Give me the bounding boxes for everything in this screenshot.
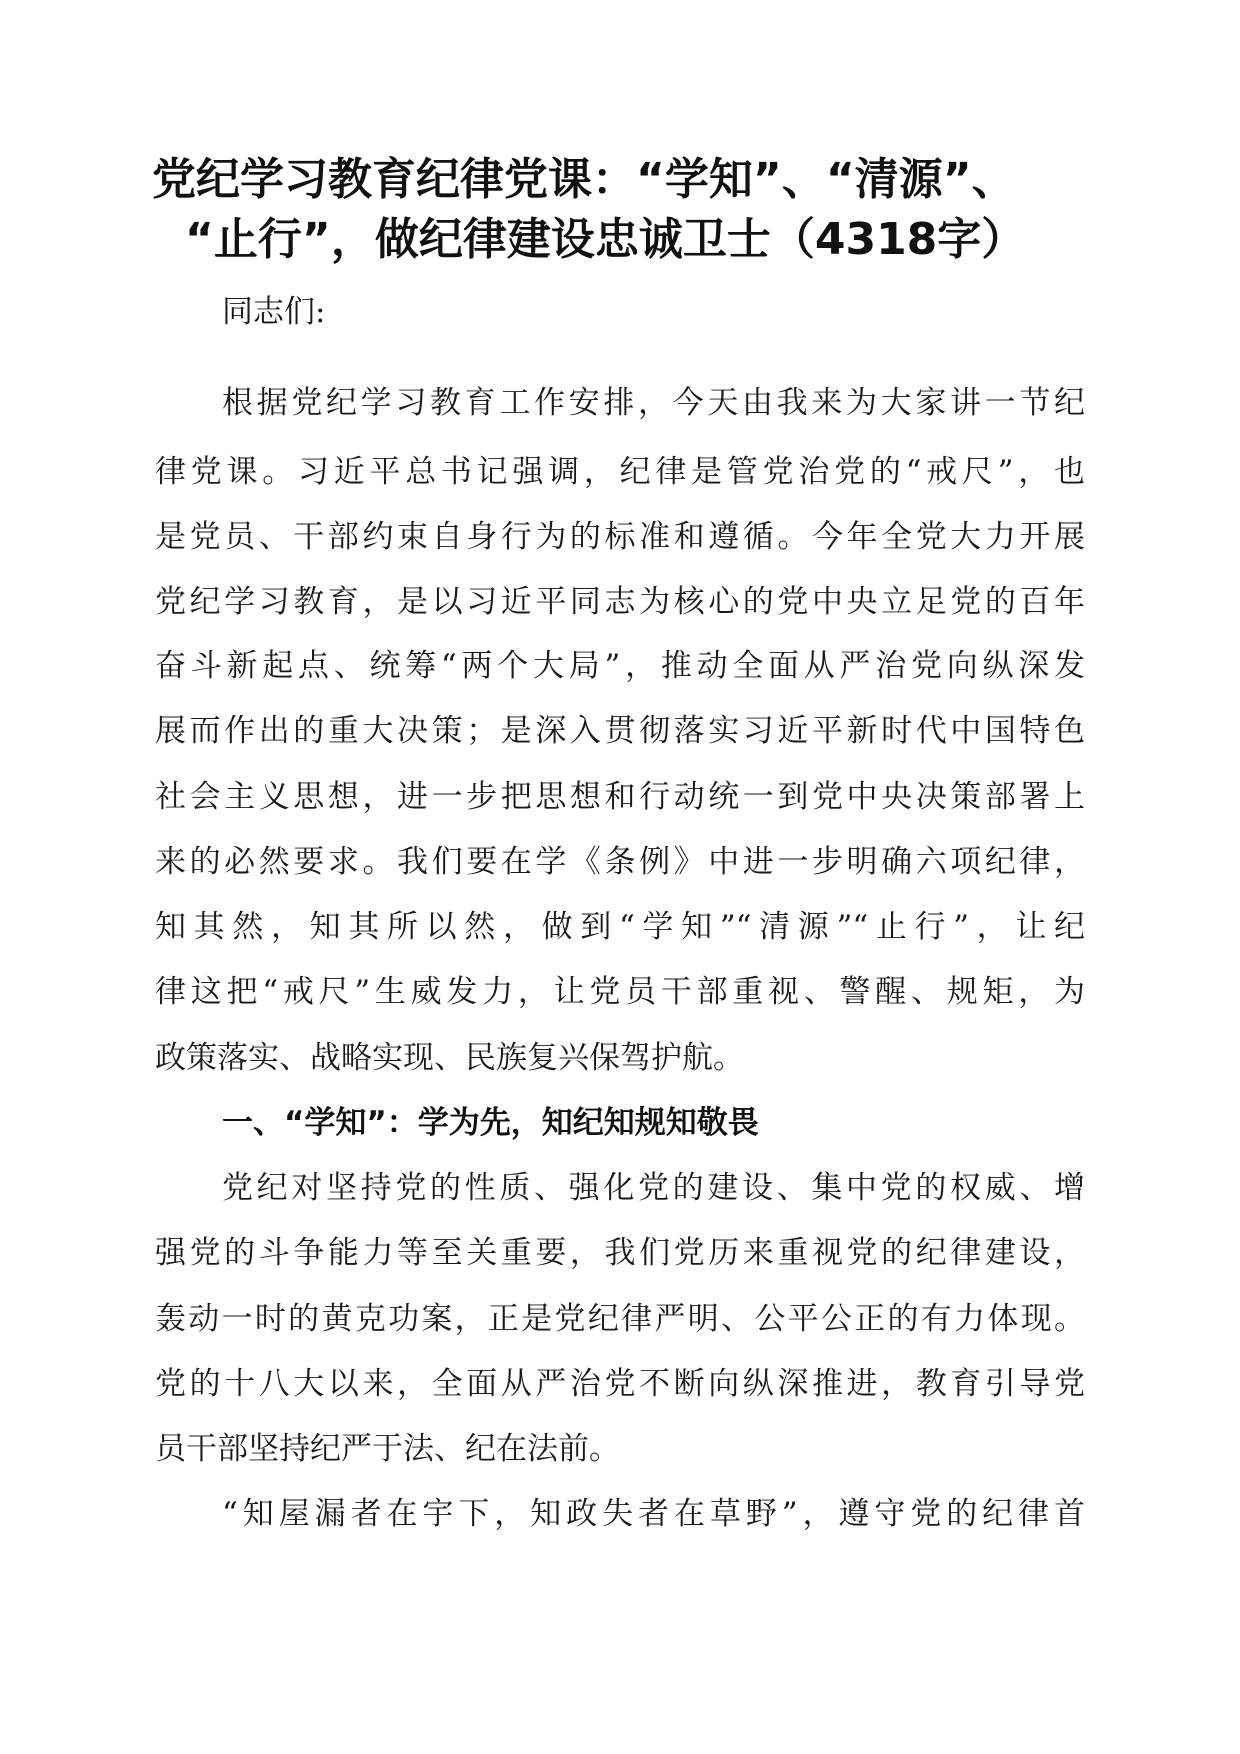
- paragraph-1-line: 律这把“戒尺”生威发力，让党员干部重视、警醒、规矩，为: [155, 974, 1085, 1010]
- paragraph-1-line: 根据党纪学习教育工作安排，今天由我来为大家讲一节纪: [222, 385, 1085, 421]
- paragraph-1-line: 是党员、干部约束自身行为的标准和遵循。今年全党大力开展: [155, 519, 1085, 555]
- paragraph-2-line: 党纪对坚持党的性质、强化党的建设、集中党的权威、增: [222, 1170, 1085, 1206]
- paragraph-2-line: 党的十八大以来，全面从严治党不断向纵深推进，教育引导党: [155, 1366, 1085, 1402]
- document-title-line-2: “止行”，做纪律建设忠诚卫士（4318字）: [185, 214, 1026, 265]
- document-title-line-1: 党纪学习教育纪律党课：“学知”、“清源”、: [152, 154, 1016, 205]
- paragraph-1-line: 社会主义思想，进一步把思想和行动统一到党中央决策部署上: [155, 779, 1085, 815]
- paragraph-1-line: 党纪学习教育，是以习近平同志为核心的党中央立足党的百年: [155, 584, 1085, 620]
- salutation: 同志们:: [222, 294, 326, 330]
- section-heading-1: 一、“学知”：学为先，知纪知规知敬畏: [222, 1105, 759, 1141]
- paragraph-1-line: 知其然，知其所以然，做到“学知”“清源”“止行”，让纪: [155, 909, 1085, 945]
- paragraph-1-line: 来的必然要求。我们要在学《条例》中进一步明确六项纪律，: [155, 844, 1085, 880]
- paragraph-1-line: 律党课。习近平总书记强调，纪律是管党治党的“戒尺”，也: [155, 454, 1085, 490]
- paragraph-1-line: 奋斗新起点、统筹“两个大局”，推动全面从严治党向纵深发: [155, 648, 1085, 684]
- paragraph-2-line: 员干部坚持纪严于法、纪在法前。: [155, 1431, 620, 1467]
- paragraph-3-line: “知屋漏者在宇下，知政失者在草野”，遵守党的纪律首: [222, 1496, 1085, 1532]
- paragraph-1-line: 政策落实、战略实现、民族复兴保驾护航。: [155, 1040, 744, 1076]
- paragraph-2-line: 强党的斗争能力等至关重要，我们党历来重视党的纪律建设，: [155, 1235, 1085, 1271]
- paragraph-2-line: 轰动一时的黄克功案，正是党纪律严明、公平公正的有力体现。: [155, 1301, 1085, 1337]
- paragraph-1-line: 展而作出的重大决策；是深入贯彻落实习近平新时代中国特色: [155, 713, 1085, 749]
